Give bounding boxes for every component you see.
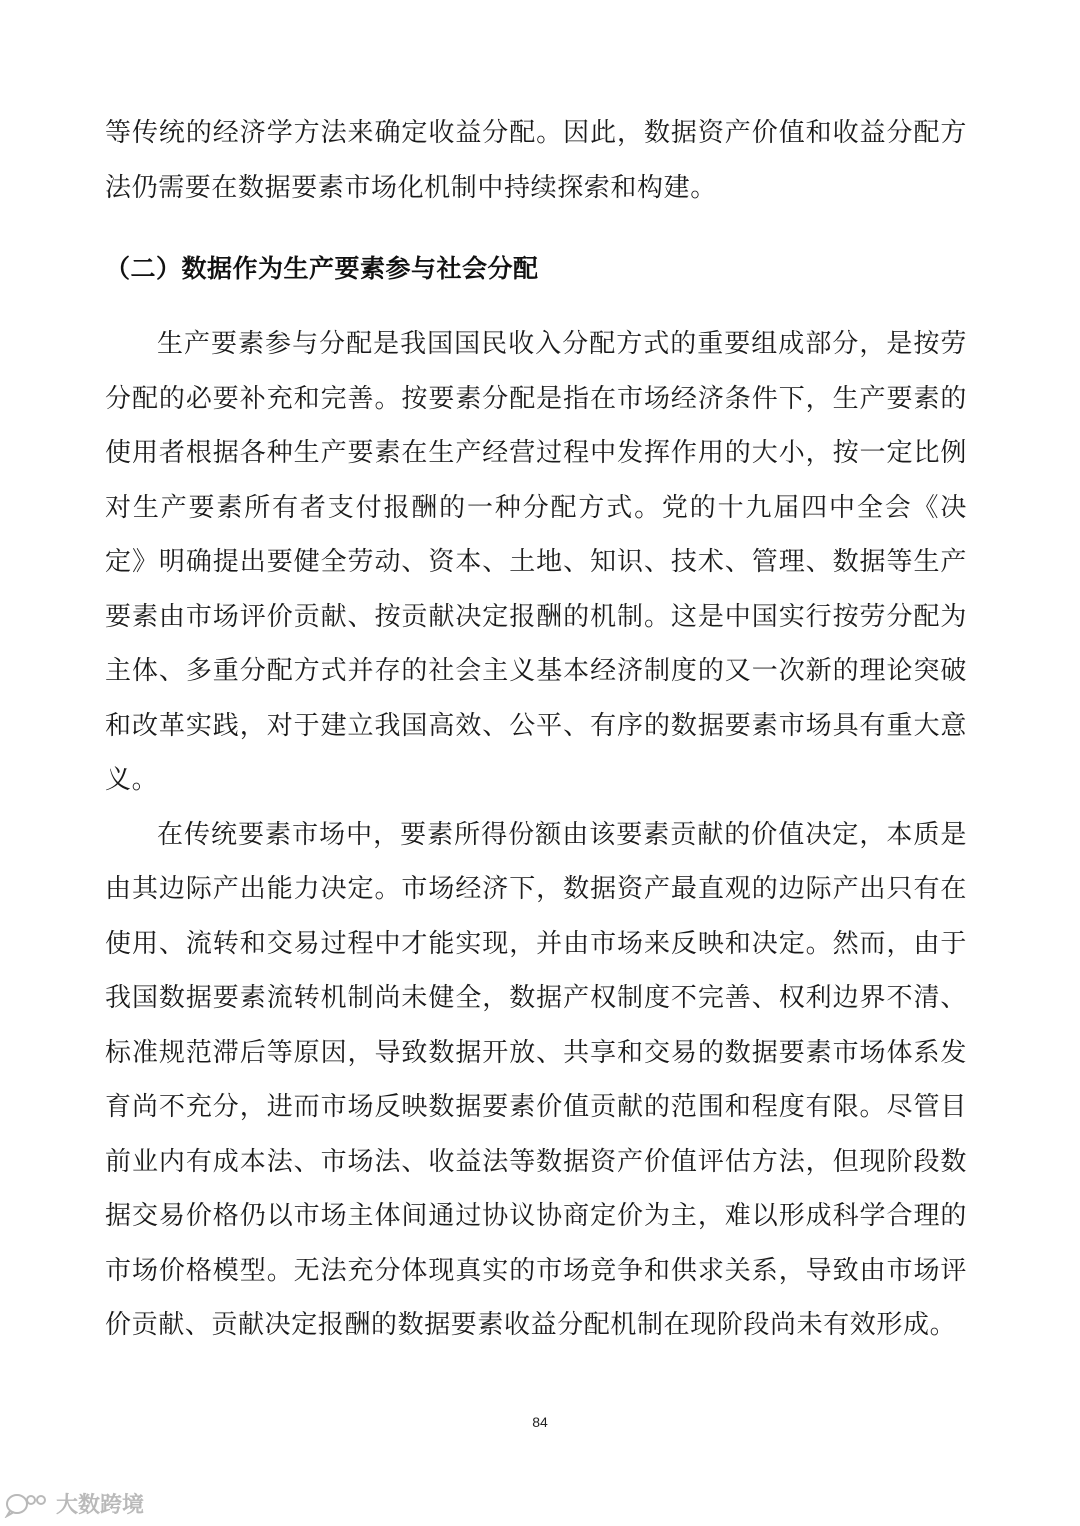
section-heading: （二）数据作为生产要素参与社会分配 xyxy=(105,254,539,283)
weibo-chat-bubble-icon xyxy=(4,1490,50,1518)
paragraph-continued: 等传统的经济学方法来确定收益分配。因此，数据资产价值和收益分配方法仍需要在数据要素市场化机制中持续探索和构建。 xyxy=(105,118,967,203)
document-body xyxy=(105,106,967,1353)
watermark xyxy=(4,1488,144,1519)
paragraph-1: 生产要素参与分配是我国国民收入分配方式的重要组成部分，是按劳分配的必要补充和完善。按要素分配是指在市场经济条件下，生产要素的使用者根据各种生产要素在生产经营过程中发挥作用的大小，按一定比例对生产要素所有者支付报酬的一种分配方式。党的十九届四中全会《决定》明确提出要健全劳动、资本、土地、知识、技术、管理、数据等生产要素由市场评价贡献、按贡献决定报酬的机制。这是中国实行按劳分配为主体、多重分配方式并存的社会主义基本经济制度的又一次新的理论突破和改革实践，对于建立我国高效、公平、有序的数据要素市场具有重大意义。 xyxy=(105,329,967,795)
page-number: 84 xyxy=(532,1414,548,1430)
paragraph-2: 在传统要素市场中，要素所得份额由该要素贡献的价值决定，本质是由其边际产出能力决定。市场经济下，数据资产最直观的边际产出只有在使用、流转和交易过程中才能实现，并由市场来反映和决定。然而，由于我国数据要素流转机制尚未健全，数据产权制度不完善、权利边界不清、标准规范滞后等原因，导致数据开放、共享和交易的数据要素市场体系发育尚不充分，进而市场反映数据要素价值贡献的范围和程度有限。尽管目前业内有成本法、市场法、收益法等数据资产价值评估方法，但现阶段数据交易价格仍以市场主体间通过协议协商定价为主，难以形成科学合理的市场价格模型。无法充分体现真实的市场竞争和供求关系，导致由市场评价贡献、贡献决定报酬的数据要素收益分配机制在现阶段尚未有效形成。 xyxy=(105,819,967,1340)
watermark-text: 大数跨境 xyxy=(56,1493,145,1518)
